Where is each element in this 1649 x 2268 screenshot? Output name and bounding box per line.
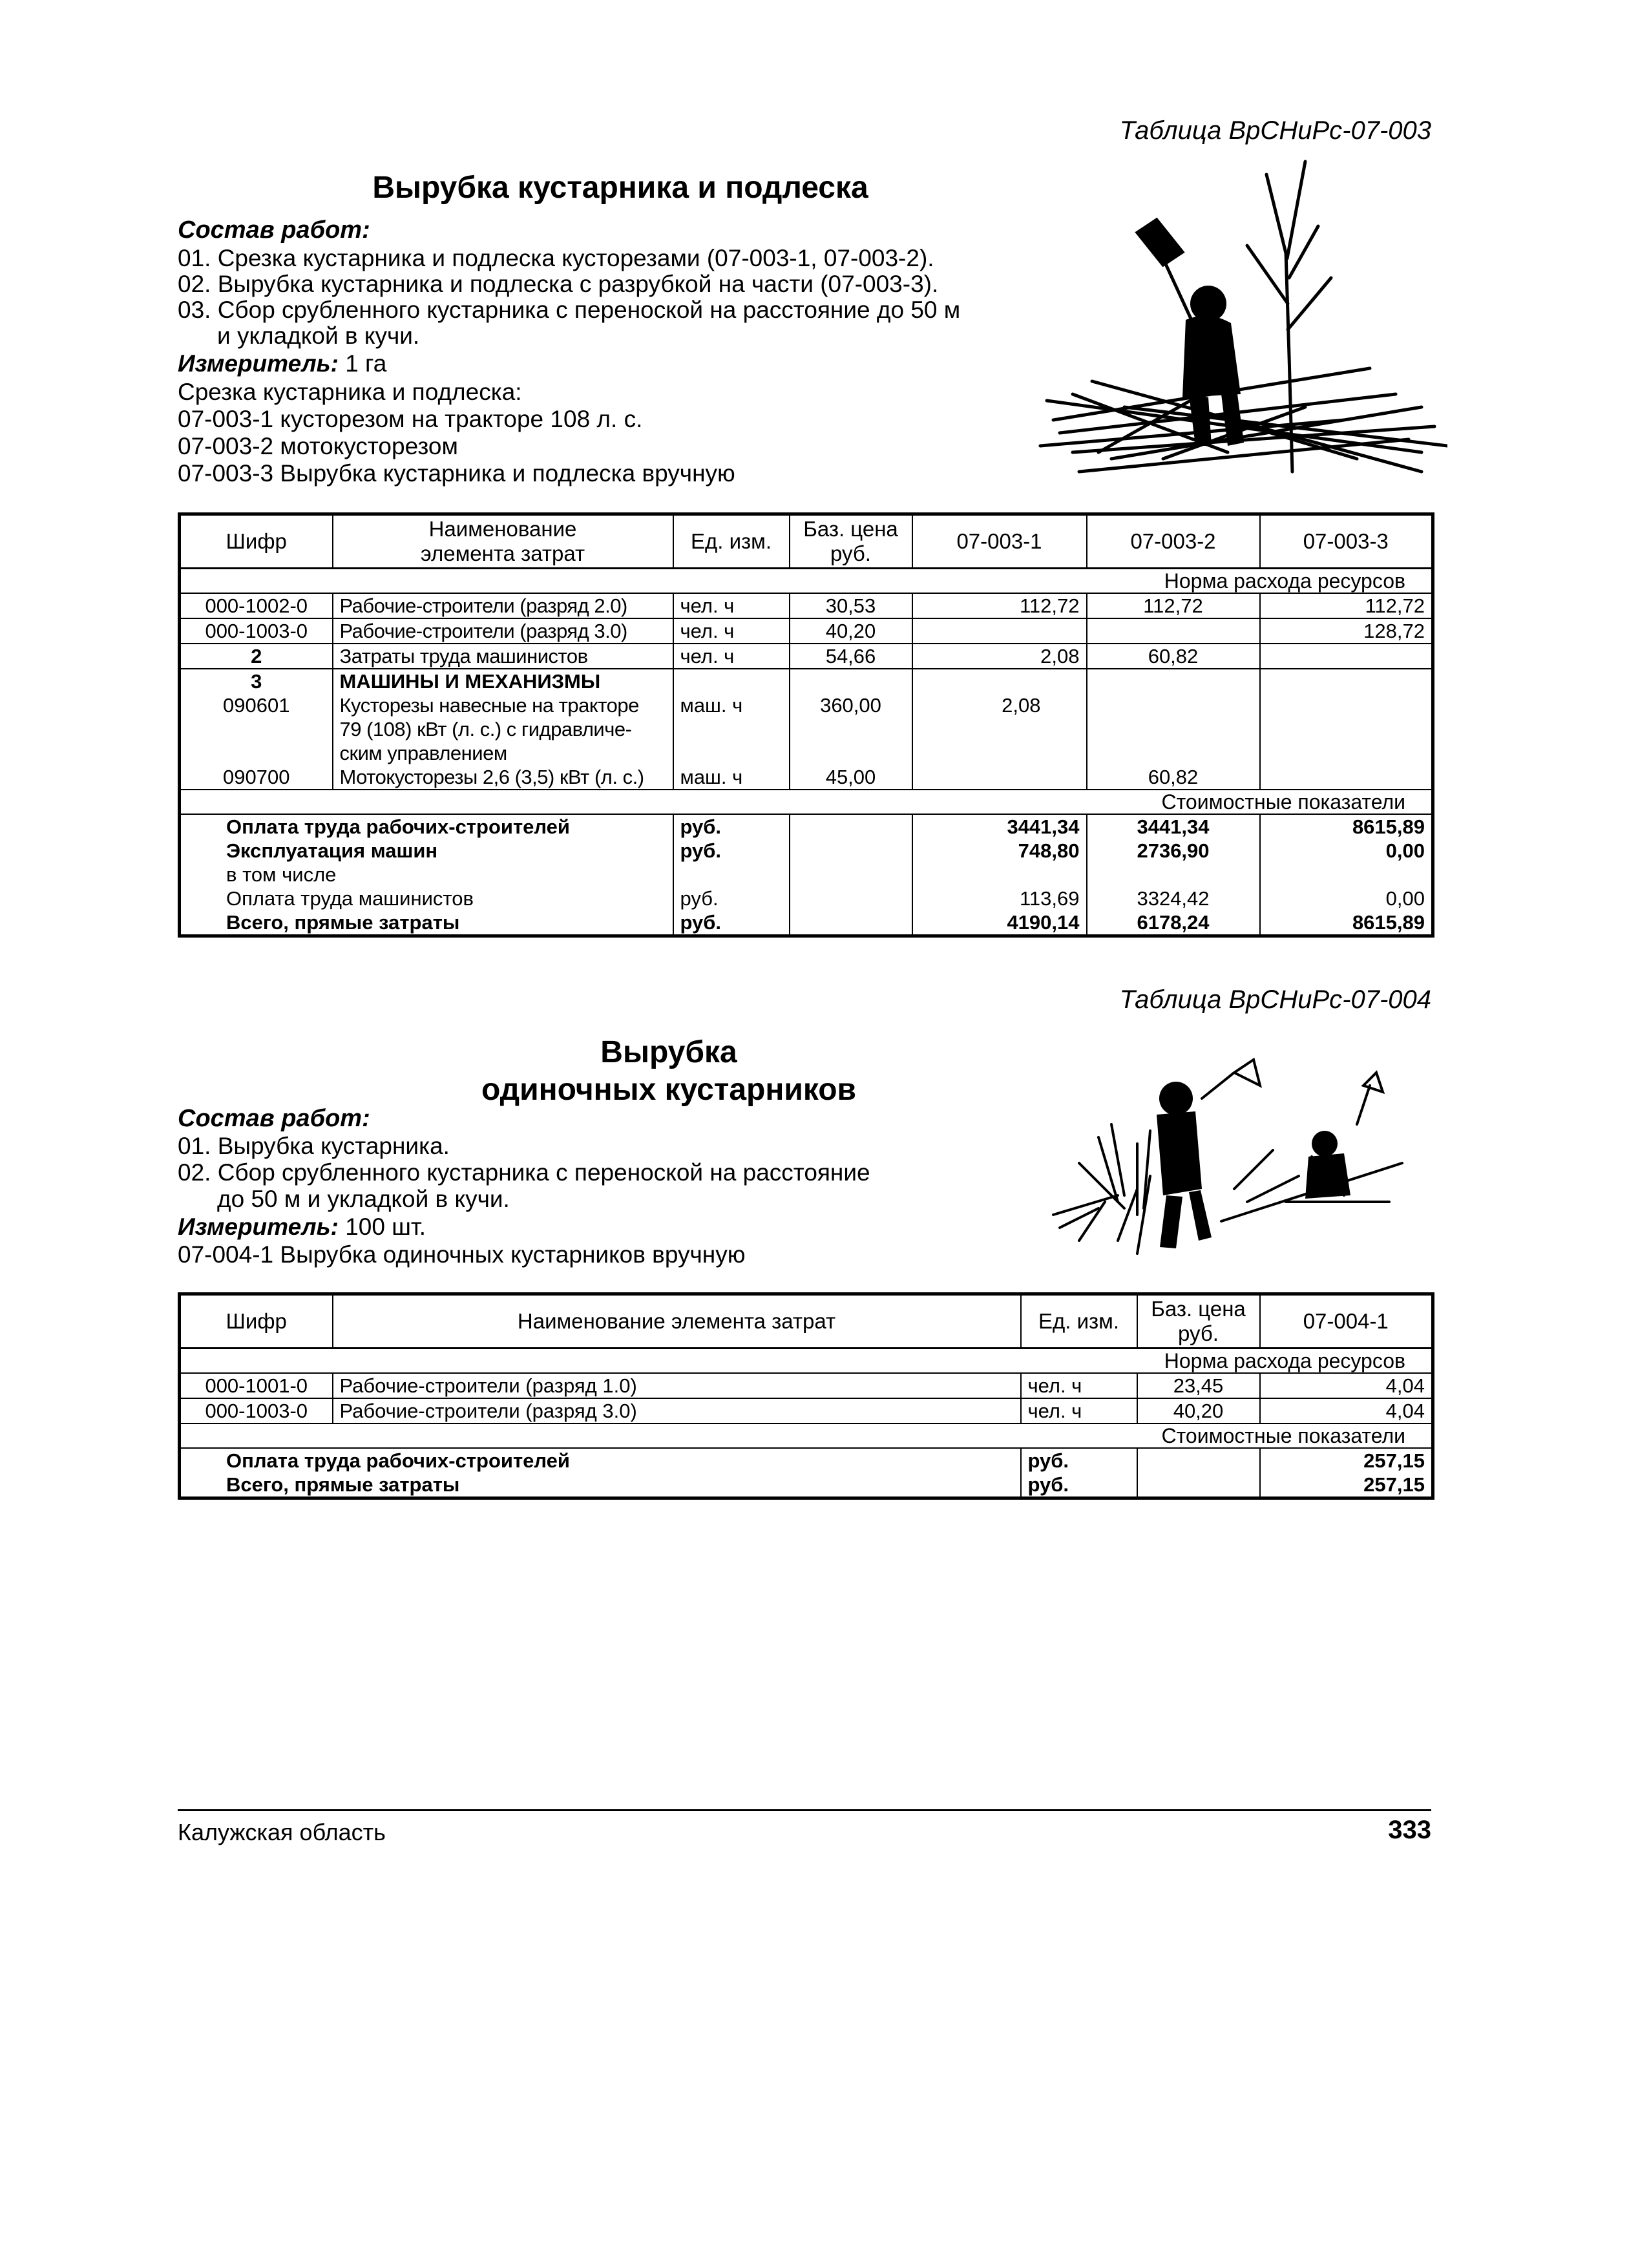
cell-price: 40,20 (1137, 1398, 1260, 1423)
composition-label: Состав работ: (178, 1105, 370, 1132)
cost-name: Эксплуатация машин (180, 839, 673, 863)
cost-name: Всего, прямые затраты (180, 910, 673, 936)
resource-table (178, 512, 1434, 938)
col-header-unit: Ед. изм. (1021, 1294, 1137, 1349)
cell-value: 257,15 (1260, 1448, 1433, 1473)
table-row (180, 1398, 1433, 1423)
cell-value (1260, 644, 1433, 669)
measure-label: Измеритель: (178, 350, 339, 377)
sub-title: Срезка кустарника и подлеска: (178, 379, 522, 405)
variant-line: 07-003-3 Вырубка кустарника и подлеска вручную (178, 460, 735, 487)
col-header-variant-2: 07-003-2 (1087, 514, 1260, 569)
cell-code: 000-1002-0 (180, 593, 333, 618)
cell-value (912, 618, 1087, 644)
cost-row (180, 863, 1433, 887)
composition-item: 02. Вырубка кустарника и подлеска с разрубкой на части (07-003-3). (178, 271, 939, 297)
cell-value (1260, 693, 1433, 765)
section-title: Вырубка одиночных кустарников (481, 1035, 857, 1107)
band-label: Норма расхода ресурсов (180, 569, 1433, 594)
cell-name: Рабочие-строители (разряд 3.0) (333, 618, 673, 644)
col-header-code: Шифр (180, 1294, 333, 1349)
col-header-variant-1: 07-003-1 (912, 514, 1087, 569)
cell-unit: маш. ч (673, 693, 790, 765)
cell-price: 360,00 (790, 693, 912, 765)
composition-item: до 50 м и укладкой в кучи. (217, 1186, 510, 1212)
footer-rule (178, 1809, 1431, 1811)
section-band (180, 790, 1433, 814)
cell-unit: чел. ч (673, 618, 790, 644)
cell-value: 0,00 (1260, 887, 1433, 910)
cell-name: Кусторезы навесные на тракторе 79 (108) кВт (л. с.) с гидравличе- ским управлением (333, 693, 673, 765)
variant-line: 07-003-1 кусторезом на тракторе 108 л. с. (178, 406, 643, 432)
cell-value: 4190,14 (912, 910, 1087, 936)
col-header-variant-3: 07-003-3 (1260, 514, 1433, 569)
cell-value: 4,04 (1260, 1373, 1433, 1398)
cost-name: в том числе (180, 863, 673, 887)
cell-value (912, 765, 1087, 790)
cell-value (1260, 765, 1433, 790)
cell-value (1087, 618, 1260, 644)
cell-value: 112,72 (912, 593, 1087, 618)
cell-name: Рабочие-строители (разряд 2.0) (333, 593, 673, 618)
cell-name: Рабочие-строители (разряд 1.0) (333, 1373, 1021, 1398)
cell-name: Рабочие-строители (разряд 3.0) (333, 1398, 1021, 1423)
table-row (180, 765, 1433, 790)
table-caption: Таблица ВрСНиРс-07-004 (1119, 985, 1431, 1014)
cell-value: 8615,89 (1260, 910, 1433, 936)
cell-code: 090700 (180, 765, 333, 790)
cell-price: 23,45 (1137, 1373, 1260, 1398)
cell-value: 4,04 (1260, 1398, 1433, 1423)
cell-unit: руб. (1021, 1448, 1137, 1473)
cell-name: МАШИНЫ И МЕХАНИЗМЫ (333, 669, 673, 693)
cell-code: 2 (180, 644, 333, 669)
cell-value: 60,82 (1087, 765, 1260, 790)
table-row (180, 1373, 1433, 1398)
table-row (180, 618, 1433, 644)
cell-value: 8615,89 (1260, 814, 1433, 839)
measure-line (178, 350, 386, 377)
cell-value: 2,08 (912, 644, 1087, 669)
cell-unit: руб. (673, 839, 790, 863)
cell-unit: чел. ч (673, 644, 790, 669)
composition-item: 03. Сбор срубленного кустарника с переноской на расстояние до 50 м (178, 297, 961, 323)
cell-unit: руб. (673, 910, 790, 936)
cost-row (180, 814, 1433, 839)
cell-price: 54,66 (790, 644, 912, 669)
cell-unit: руб. (673, 814, 790, 839)
cell-code: 000-1003-0 (180, 1398, 333, 1423)
cell-value (1087, 693, 1260, 765)
cost-name: Всего, прямые затраты (180, 1473, 1021, 1498)
col-header-price: Баз. цена руб. (1137, 1294, 1260, 1349)
cell-price: 30,53 (790, 593, 912, 618)
shrub-cutting-illustration (1034, 149, 1447, 498)
table-caption: Таблица ВрСНиРс-07-003 (1119, 116, 1431, 145)
cell-price: 40,20 (790, 618, 912, 644)
cell-unit: руб. (1021, 1473, 1137, 1498)
cell-value: 3441,34 (1087, 814, 1260, 839)
cost-name: Оплата труда рабочих-строителей (180, 1448, 1021, 1473)
cell-unit: чел. ч (1021, 1373, 1137, 1398)
cell-code: 3 (180, 669, 333, 693)
composition-label: Состав работ: (178, 216, 370, 244)
section-band (180, 1349, 1433, 1374)
cell-value: 0,00 (1260, 839, 1433, 863)
cell-value: 112,72 (1260, 593, 1433, 618)
section-band (180, 569, 1433, 594)
cell-value: 128,72 (1260, 618, 1433, 644)
table-row (180, 669, 1433, 693)
cost-row (180, 1448, 1433, 1473)
cell-code: 090601 (180, 693, 333, 765)
cell-value: 748,80 (912, 839, 1087, 863)
cell-unit: чел. ч (673, 593, 790, 618)
cell-price: 45,00 (790, 765, 912, 790)
cell-value: 113,69 (912, 887, 1087, 910)
cell-value: 3324,42 (1087, 887, 1260, 910)
col-header-variant-1: 07-004-1 (1260, 1294, 1433, 1349)
variant-line: 07-004-1 Вырубка одиночных кустарников вручную (178, 1241, 746, 1268)
page-number: 333 (1388, 1816, 1431, 1844)
composition-item: 01. Срезка кустарника и подлеска кусторезами (07-003-1, 07-003-2). (178, 245, 934, 271)
section-band (180, 1423, 1433, 1448)
table-header-row (180, 1294, 1433, 1349)
cost-row (180, 839, 1433, 863)
table-row (180, 593, 1433, 618)
col-header-code: Шифр (180, 514, 333, 569)
measure-value: 1 га (345, 350, 387, 377)
cell-value: 112,72 (1087, 593, 1260, 618)
col-header-name: Наименование элемента затрат (333, 514, 673, 569)
cell-value: 2,08 (912, 693, 1087, 765)
cell-value: 2736,90 (1087, 839, 1260, 863)
cell-value: 6178,24 (1087, 910, 1260, 936)
cost-name: Оплата труда машинистов (180, 887, 673, 910)
band-label: Норма расхода ресурсов (180, 1349, 1433, 1374)
section-title: Вырубка кустарника и подлеска (372, 171, 868, 205)
cost-row (180, 1473, 1433, 1498)
cost-row (180, 887, 1433, 910)
cell-unit: руб. (673, 887, 790, 910)
resource-table (178, 1292, 1434, 1500)
composition-item: 02. Сбор срубленного кустарника с переноской на расстояние (178, 1159, 870, 1186)
cell-value: 3441,34 (912, 814, 1087, 839)
cell-unit: маш. ч (673, 765, 790, 790)
measure-line (178, 1213, 426, 1241)
col-header-price: Баз. цена руб. (790, 514, 912, 569)
cell-code: 000-1001-0 (180, 1373, 333, 1398)
cost-name: Оплата труда рабочих-строителей (180, 814, 673, 839)
variant-line: 07-003-2 мотокусторезом (178, 433, 458, 459)
cell-name: Затраты труда машинистов (333, 644, 673, 669)
table-row (180, 644, 1433, 669)
composition-item: 01. Вырубка кустарника. (178, 1133, 450, 1159)
band-label: Стоимостные показатели (180, 790, 1433, 814)
table-header-row (180, 514, 1433, 569)
footer-region: Калужская область (178, 1819, 386, 1845)
col-header-name: Наименование элемента затрат (333, 1294, 1021, 1349)
measure-value: 100 шт. (345, 1213, 426, 1240)
cell-unit: чел. ч (1021, 1398, 1137, 1423)
cell-code: 000-1003-0 (180, 618, 333, 644)
measure-label: Измеритель: (178, 1213, 339, 1240)
composition-item: и укладкой в кучи. (217, 322, 420, 349)
single-shrub-cutting-illustration (1040, 1047, 1415, 1279)
cell-value: 60,82 (1087, 644, 1260, 669)
table-row (180, 693, 1433, 765)
cell-value: 257,15 (1260, 1473, 1433, 1498)
band-label: Стоимостные показатели (180, 1423, 1433, 1448)
cost-row (180, 910, 1433, 936)
col-header-unit: Ед. изм. (673, 514, 790, 569)
cell-name: Мотокусторезы 2,6 (3,5) кВт (л. с.) (333, 765, 673, 790)
